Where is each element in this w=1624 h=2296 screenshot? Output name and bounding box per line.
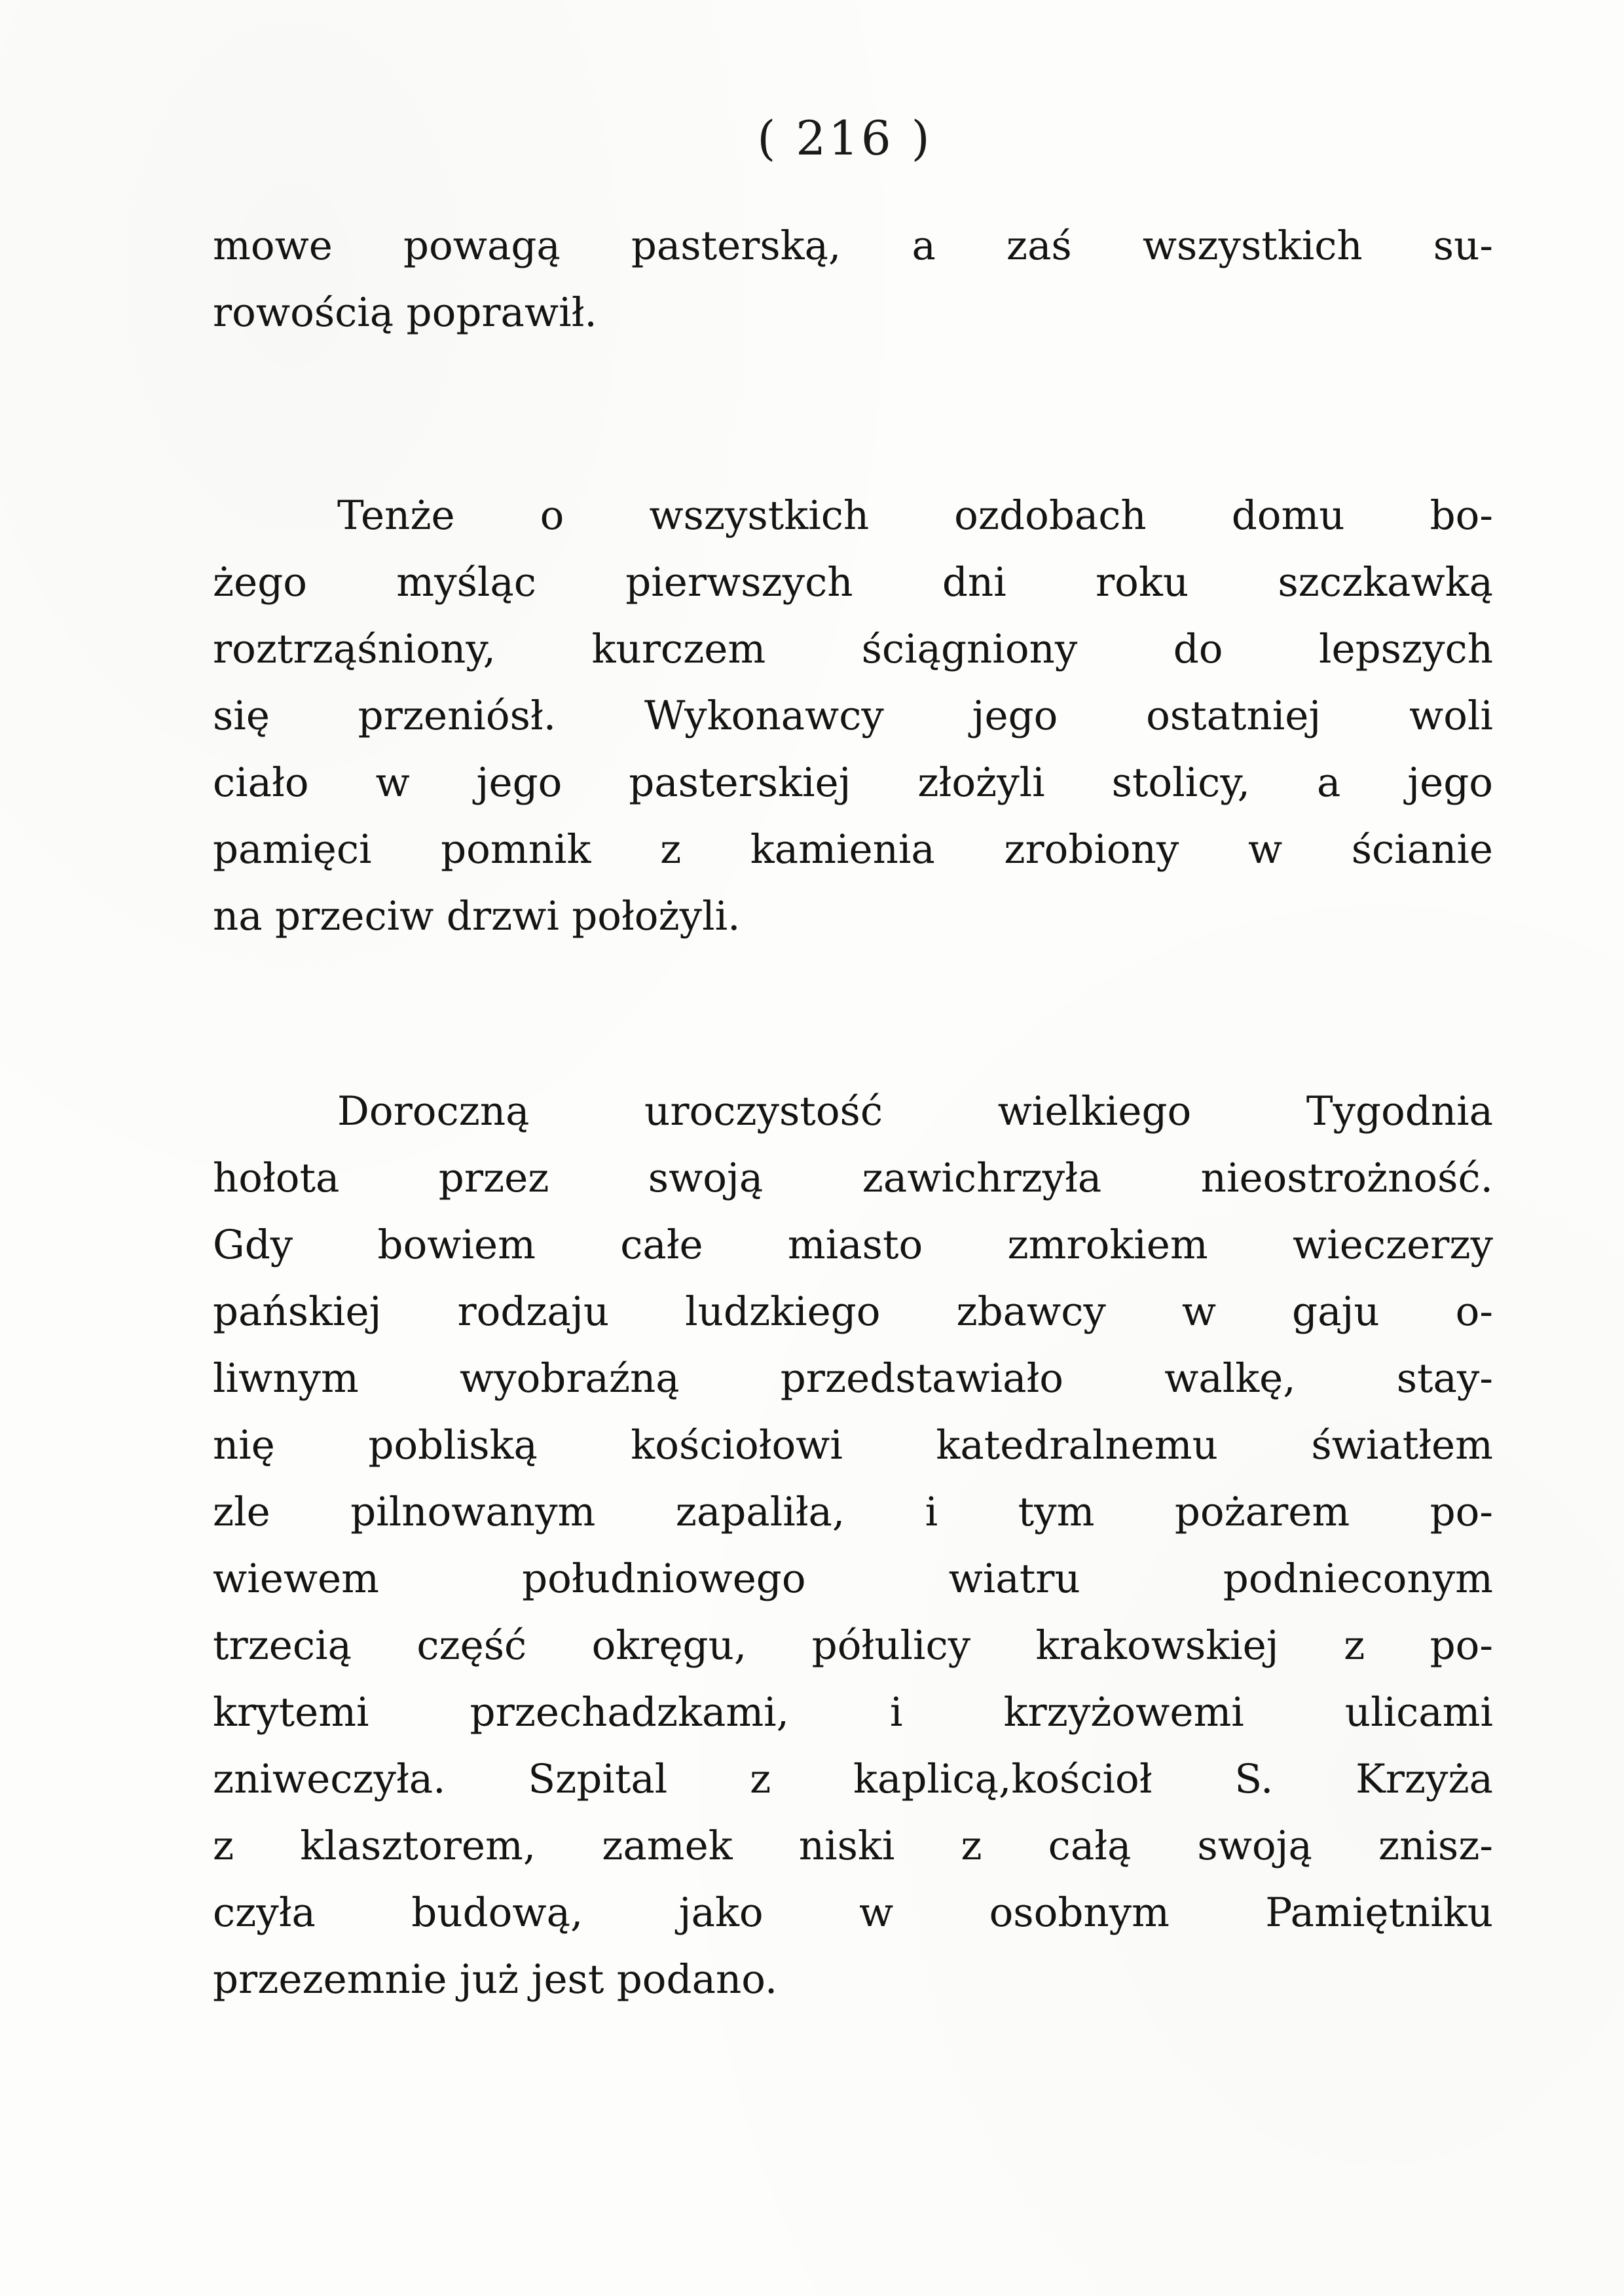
text-line: rowością poprawił.	[213, 289, 597, 336]
text-line: Tenże o wszystkich ozdobach domu bo-	[337, 492, 1493, 539]
text-line: mowe powagą pasterską, a zaś wszystkich su-	[213, 223, 1493, 269]
text-line: pańskiej rodzaju ludzkiego zbawcy w gaju o-	[213, 1288, 1493, 1335]
text-line: Gdy bowiem całe miasto zmrokiem wieczerzy	[213, 1222, 1493, 1268]
text-line: zle pilnowanym zapaliła, i tym pożarem po-	[213, 1489, 1493, 1535]
text-line: zniweczyła. Szpital z kaplicą,kościoł S. Krzyża	[213, 1756, 1493, 1802]
text-line: wiewem południowego wiatru podnieconym	[213, 1556, 1493, 1602]
text-line: na przeciw drzwi położyli.	[213, 893, 741, 939]
text-line: liwnym wyobraźną przedstawiało walkę, stay-	[213, 1355, 1493, 1402]
page-number: ( 216 )	[757, 111, 932, 166]
text-line: z klasztorem, zamek niski z całą swoją znisz-	[213, 1823, 1493, 1869]
paragraph	[213, 483, 1493, 950]
text-line: trzecią część okręgu, półulicy krakowskiej z po-	[213, 1622, 1493, 1669]
text-line: roztrząśniony, kurczem ściągniony do lepszych	[213, 626, 1493, 672]
text-line: pamięci pomnik z kamienia zrobiony w ścianie	[213, 826, 1493, 873]
text-line: hołota przez swoją zawichrzyła nieostrożność.	[213, 1155, 1493, 1201]
paragraph-continuation	[213, 213, 1493, 346]
text-line: przezemnie już jest podano.	[213, 1956, 778, 2003]
text-line: żego myśląc pierwszych dni roku szczkawką	[213, 559, 1493, 606]
text-line: ciało w jego pasterskiej złożyli stolicy, a jego	[213, 759, 1493, 806]
text-line: czyła budową, jako w osobnym Pamiętniku	[213, 1889, 1493, 1936]
text-line: krytemi przechadzkami, i krzyżowemi ulicami	[213, 1689, 1493, 1736]
text-line: Doroczną uroczystość wielkiego Tygodnia	[337, 1088, 1493, 1135]
paragraph	[213, 1078, 1493, 2013]
text-line: nię pobliską kościołowi katedralnemu światłem	[213, 1422, 1493, 1468]
text-line: się przeniósł. Wykonawcy jego ostatniej woli	[213, 693, 1493, 739]
